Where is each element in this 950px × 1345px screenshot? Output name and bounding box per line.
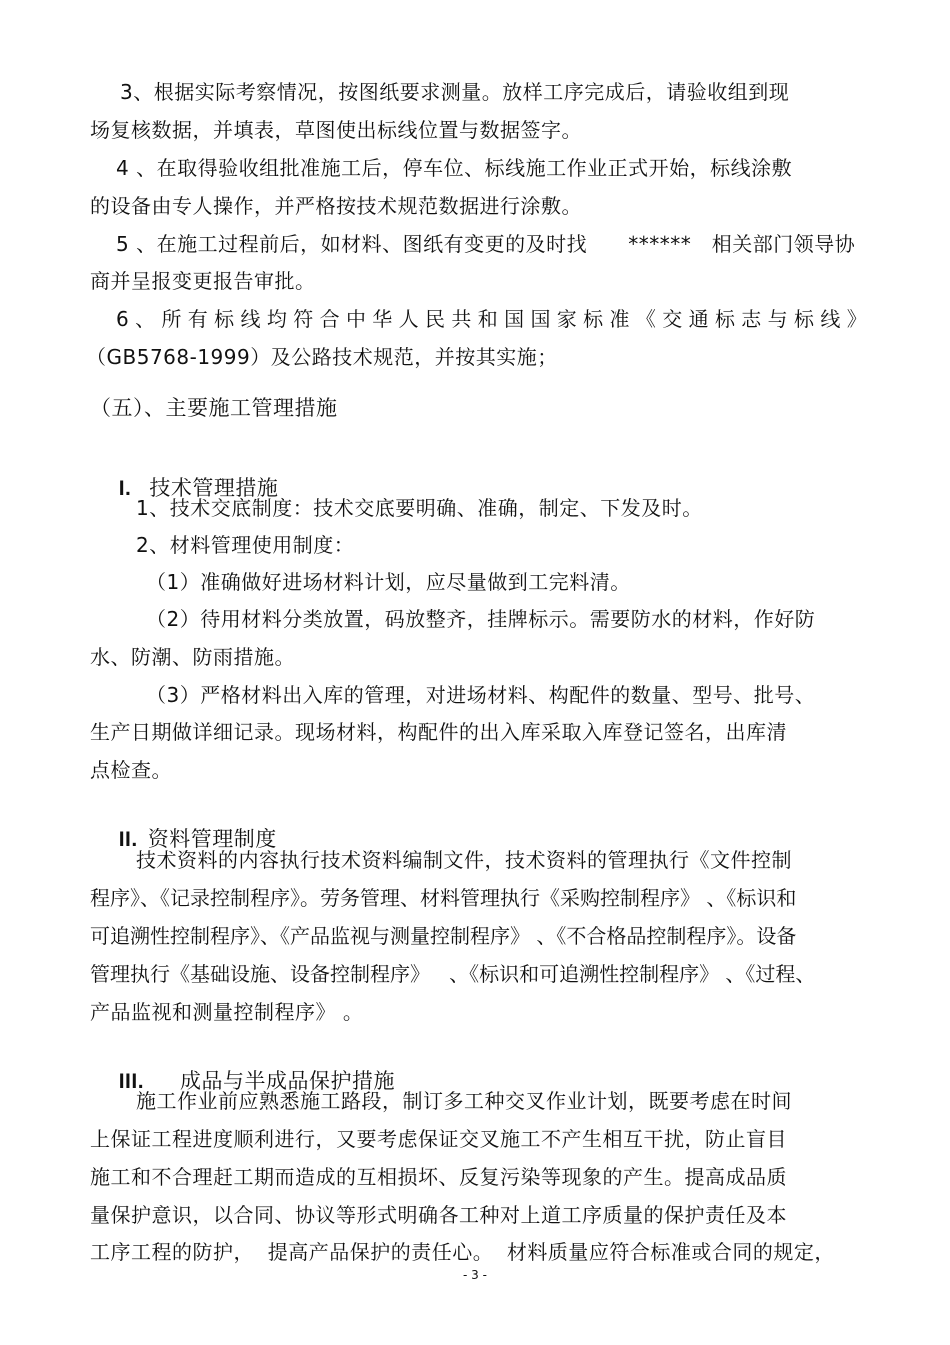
paragraph-line: 上保证工程进度顺利进行，又要考虑保证交叉施工不产生相互干扰，防止盲目 [90, 1127, 787, 1151]
subsection-title: 成品与半成品保护措施 [180, 1069, 396, 1093]
page-number: - 3 - [463, 1268, 487, 1282]
paragraph-line: 的设备由专人操作，并严格按技术规范数据进行涂敷。 [90, 194, 582, 218]
paragraph-line: 商并呈报变更报告审批。 [90, 269, 316, 293]
paragraph-line: 点检查。 [90, 758, 172, 782]
paragraph-line: 场复核数据，并填表，草图使出标线位置与数据签字。 [90, 118, 582, 142]
paragraph-line: 管理执行《基础设施、设备控制程序》 、《标识和可追溯性控制程序》 、《过程、 [90, 962, 816, 986]
paragraph-line: 5 、在施工过程前后，如材料、图纸有变更的及时找 ****** 相关部门领导协 [116, 232, 856, 256]
subsection-number: I. [118, 477, 132, 500]
paragraph-line: 3、根据实际考察情况，按图纸要求测量。放样工序完成后，请验收组到现 [120, 80, 790, 104]
paragraph-line: 可追溯性控制程序》、《产品监视与测量控制程序》 、《不合格品控制程序》。设备 [90, 924, 797, 948]
subsection-title: 资料管理制度 [147, 827, 277, 851]
paragraph-line: 量保护意识，以合同、协议等形式明确各工种对上道工序质量的保护责任及本 [90, 1203, 787, 1227]
paragraph-line: 6 、 所 有 标 线 均 符 合 中 华 人 民 共 和 国 国 家 标 准 《 交 通 标 志 与 标 线 》 [116, 307, 867, 331]
paragraph-line: 水、防潮、防雨措施。 [90, 645, 295, 669]
paragraph-line: 技术资料的内容执行技术资料编制文件，技术资料的管理执行《文件控制 [136, 848, 792, 872]
paragraph-line: 1、技术交底制度：技术交底要明确、准确，制定、下发及时。 [136, 496, 703, 520]
paragraph-line: 程序》、《记录控制程序》。劳务管理、材料管理执行《采购控制程序》 、《标识和 [90, 886, 797, 910]
paragraph-line: 生产日期做详细记录。现场材料，构配件的出入库采取入库登记签名，出库清 [90, 720, 787, 744]
section-heading: （五）、主要施工管理措施 [90, 396, 338, 420]
paragraph-line: 产品监视和测量控制程序》 。 [90, 1000, 364, 1024]
paragraph-line: （1）准确做好进场材料计划，应尽量做到工完料清。 [146, 570, 631, 594]
subsection-number: III. [118, 1070, 145, 1093]
paragraph-line: 施工和不合理赶工期而造成的互相损坏、反复污染等现象的产生。提高成品质 [90, 1165, 787, 1189]
subsection-number: II. [118, 828, 138, 851]
paragraph-line: 施工作业前应熟悉施工路段，制订多工种交叉作业计划，既要考虑在时间 [136, 1089, 792, 1113]
subsection-title: 技术管理措施 [149, 476, 279, 500]
paragraph-line: （GB5768-1999）及公路技术规范，并按其实施； [86, 345, 558, 369]
paragraph-line: （2）待用材料分类放置，码放整齐，挂牌标示。需要防水的材料，作好防 [146, 607, 816, 631]
paragraph-line: 工序工程的防护， 提高产品保护的责任心。 材料质量应符合标准或合同的规定， [90, 1240, 835, 1264]
paragraph-line: 4 、在取得验收组批准施工后，停车位、标线施工作业正式开始，标线涂敷 [116, 156, 793, 180]
paragraph-line: （3）严格材料出入库的管理，对进场材料、构配件的数量、型号、批号、 [146, 683, 816, 707]
paragraph-line: 2、材料管理使用制度： [136, 533, 355, 557]
